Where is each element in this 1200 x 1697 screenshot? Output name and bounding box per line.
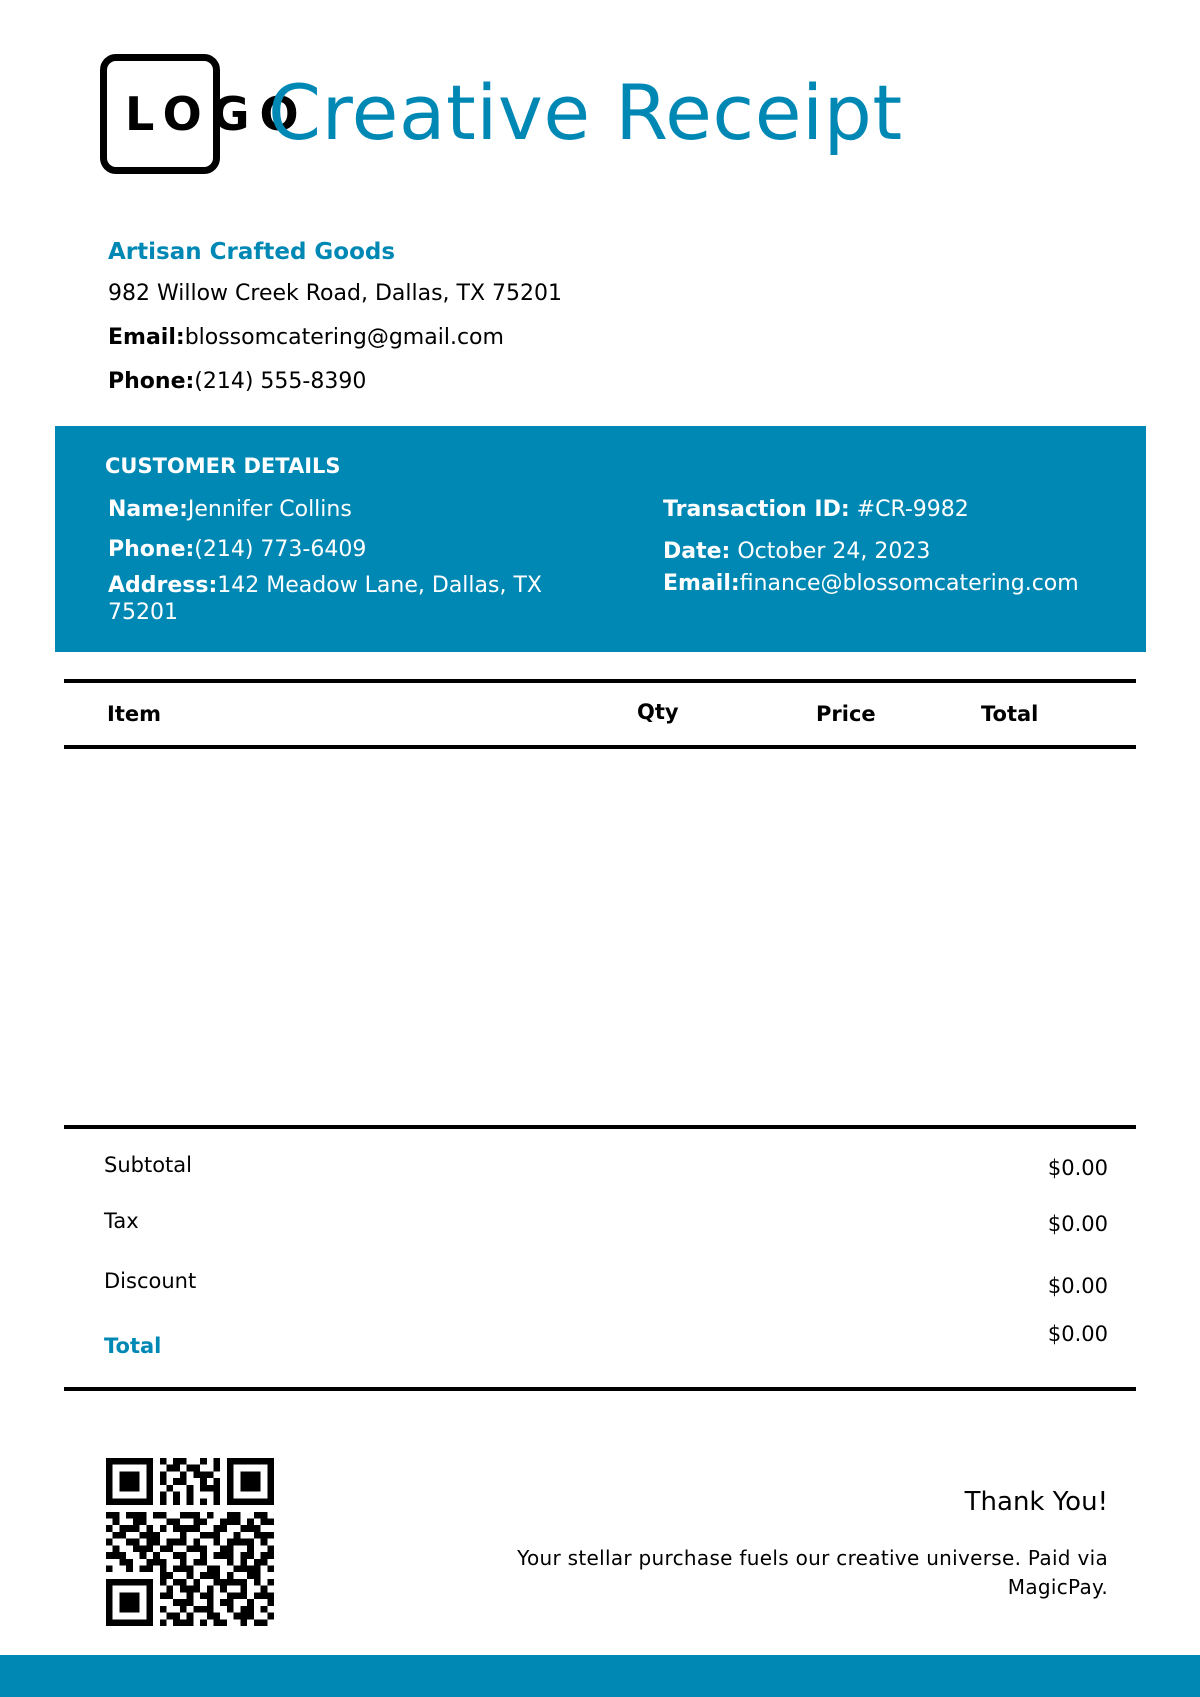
footer-band: [0, 1655, 1200, 1697]
total-value: $0.00: [1047, 1322, 1108, 1346]
column-header-price: Price: [816, 702, 876, 726]
customer-details-heading: CUSTOMER DETAILS: [105, 454, 341, 478]
customer-details-section: [55, 426, 1146, 652]
customer-phone-row: [108, 536, 366, 564]
company-phone: (214) 555-8390: [194, 369, 367, 394]
column-header-item: Item: [107, 702, 161, 726]
subtotal-value: $0.00: [1047, 1156, 1108, 1180]
transaction-id-row: [663, 496, 969, 524]
company-email-label: Email:: [108, 325, 185, 350]
transaction-id-label: Transaction ID:: [663, 497, 850, 522]
subtotal-label: Subtotal: [104, 1153, 192, 1177]
discount-label: Discount: [104, 1269, 197, 1293]
thank-you-heading: Thank You!: [964, 1487, 1108, 1517]
page-title: Creative Receipt: [268, 68, 903, 157]
logo-text: LOGO: [125, 87, 309, 141]
table-top-rule: [64, 679, 1136, 683]
summary-bottom-rule: [64, 1387, 1136, 1391]
customer-phone-label: Phone:: [108, 537, 195, 562]
qr-code: [106, 1458, 274, 1626]
company-phone-row: [108, 360, 562, 404]
customer-name: Jennifer Collins: [187, 497, 352, 522]
customer-email: finance@blossomcatering.com: [739, 571, 1079, 596]
customer-address: 142 Meadow Lane, Dallas, TX 75201: [108, 573, 542, 625]
date-row: [663, 538, 930, 566]
company-name: Artisan Crafted Goods: [108, 239, 396, 265]
logo: [100, 54, 309, 174]
tax-label: Tax: [104, 1209, 139, 1233]
company-info: [108, 232, 562, 404]
thank-you-note: Your stellar purchase fuels our creative universe. Paid via MagicPay.: [517, 1546, 1108, 1599]
customer-email-row: [663, 570, 1079, 598]
customer-name-row: [108, 496, 352, 524]
customer-name-label: Name:: [108, 497, 188, 522]
customer-address-row: [108, 572, 578, 626]
company-address: 982 Willow Creek Road, Dallas, TX 75201: [108, 281, 563, 306]
customer-email-label: Email:: [663, 571, 740, 596]
summary-top-rule: [64, 1125, 1136, 1129]
customer-address-label: Address:: [108, 573, 218, 598]
column-header-total: Total: [981, 702, 1039, 726]
discount-value: $0.00: [1047, 1274, 1108, 1298]
table-body: [64, 749, 1136, 1125]
column-header-qty: Qty: [637, 700, 679, 724]
company-email: blossomcatering@gmail.com: [184, 325, 504, 350]
customer-phone: (214) 773-6409: [194, 537, 367, 562]
date-label: Date:: [663, 539, 731, 564]
transaction-id: #CR-9982: [849, 497, 969, 522]
company-phone-label: Phone:: [108, 369, 195, 394]
company-email-row: [108, 316, 562, 360]
total-label: Total: [104, 1334, 162, 1358]
date-value: October 24, 2023: [730, 539, 931, 564]
tax-value: $0.00: [1047, 1212, 1108, 1236]
